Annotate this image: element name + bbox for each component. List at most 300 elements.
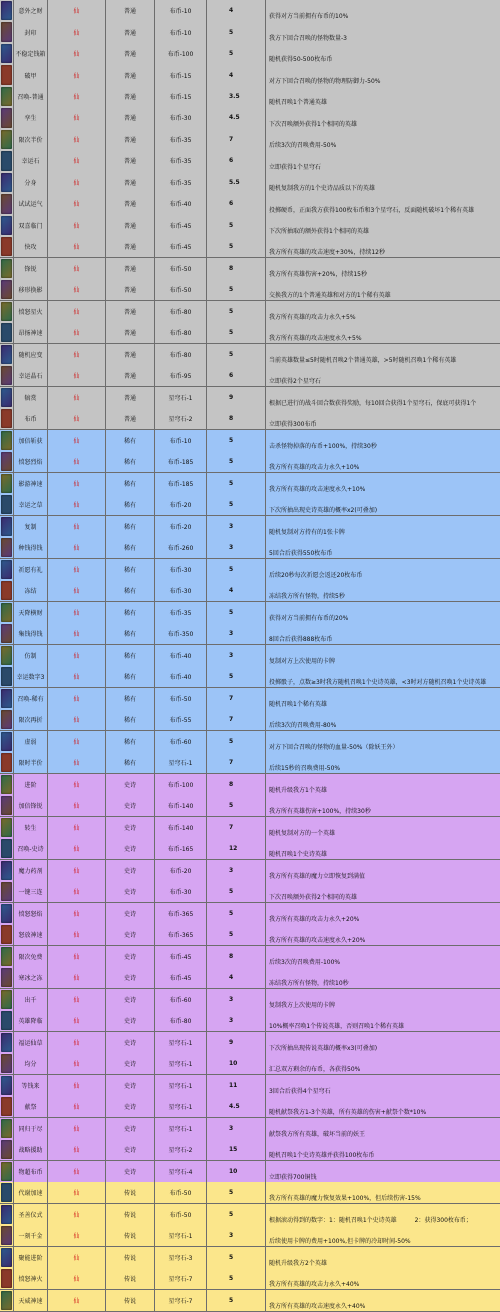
card-value: 15	[207, 1139, 266, 1160]
card-value: 5	[207, 215, 266, 236]
card-faction: 仙	[48, 516, 106, 537]
card-description: 当前英雄数量≤5时随机召唤2个普通英雄，>5时随机召唤1个稀有英雄	[269, 356, 457, 364]
card-value: 5	[207, 666, 266, 687]
card-description: 后续3次的召唤费用-50%	[269, 142, 337, 150]
card-value: 5	[207, 344, 266, 365]
card-art-icon	[1, 882, 12, 901]
card-description: 立即获得300布币	[269, 421, 317, 429]
card-description: 下次所抽出现传说英雄的概率x3(可叠加)	[269, 1044, 378, 1052]
card-rarity: 普通	[106, 86, 155, 107]
card-icon-cell	[0, 322, 14, 343]
card-name: 孪生	[14, 107, 48, 128]
card-description: 随机复制我方的1个史诗品质以下的英雄	[269, 185, 375, 192]
card-rarity: 传说	[106, 1225, 155, 1246]
card-faction: 仙	[48, 1010, 106, 1031]
card-art-icon	[1, 1, 12, 20]
card-art-icon	[1, 65, 12, 84]
table-row	[0, 1247, 500, 1269]
card-cost: 布币-100	[155, 774, 207, 795]
card-rarity: 史诗	[106, 1010, 155, 1031]
card-value: 8	[207, 408, 266, 429]
card-name: 战略援助	[14, 1139, 48, 1160]
card-cost: 星穹石-1	[155, 1096, 207, 1117]
card-icon-cell	[0, 1268, 14, 1289]
card-name: 移形换影	[14, 279, 48, 300]
card-art-icon	[1, 925, 12, 944]
card-faction: 仙	[48, 193, 106, 214]
card-faction: 仙	[48, 0, 106, 21]
card-cost: 星穹石-1	[155, 387, 207, 408]
card-faction: 仙	[48, 1247, 106, 1268]
card-name: 幸运数字3	[14, 666, 48, 687]
card-art-icon	[1, 1291, 12, 1310]
card-value: 3	[207, 1225, 266, 1246]
card-cost: 布币-80	[155, 322, 207, 343]
card-icon-cell	[0, 172, 14, 193]
card-icon-cell	[0, 795, 14, 816]
card-description: 献祭我方所有英雄，破坏当前的妖王	[269, 1130, 366, 1138]
card-art-icon	[1, 259, 12, 278]
card-faction: 仙	[48, 881, 106, 902]
table-row	[0, 688, 500, 710]
card-name: 召唤-稀有	[14, 688, 48, 709]
card-rarity: 普通	[106, 236, 155, 257]
card-art-icon	[1, 796, 12, 815]
card-name: 进阶	[14, 774, 48, 795]
card-art-icon	[1, 237, 12, 256]
card-cost: 布币-40	[155, 666, 207, 687]
table-row	[0, 1182, 500, 1204]
card-faction: 仙	[48, 817, 106, 838]
card-faction: 仙	[48, 1225, 106, 1246]
card-rarity: 史诗	[106, 1118, 155, 1139]
card-description: 获得对方当前拥有布币的20%	[269, 614, 349, 622]
card-icon-cell	[0, 301, 14, 322]
card-icon-cell	[0, 731, 14, 752]
card-rarity: 史诗	[106, 1032, 155, 1053]
card-faction: 仙	[48, 64, 106, 85]
card-value: 5	[207, 795, 266, 816]
card-cost: 布币-365	[155, 924, 207, 945]
table-row	[0, 1010, 500, 1032]
card-value: 7	[207, 688, 266, 709]
card-art-icon	[1, 990, 12, 1009]
card-value: 5	[207, 1247, 266, 1268]
card-name: 幸运晶石	[14, 365, 48, 386]
card-value: 3	[207, 537, 266, 558]
table-row	[0, 752, 500, 774]
card-cost: 星穹石-1	[155, 1118, 207, 1139]
card-description: 冻结我方所有怪物，持续10秒	[269, 980, 349, 988]
table-row	[0, 1139, 500, 1161]
card-faction: 仙	[48, 946, 106, 967]
card-name: 物超布币	[14, 1161, 48, 1182]
card-icon-cell	[0, 516, 14, 537]
card-description: 我方所有英雄的魔力恢复效果+100%，但后续伤害-15%	[269, 1195, 421, 1203]
table-row	[0, 43, 500, 65]
card-icon-cell	[0, 473, 14, 494]
table-row	[0, 387, 500, 409]
card-art-icon	[1, 1076, 12, 1095]
card-icon-cell	[0, 580, 14, 601]
card-cost: 星穹石-1	[155, 1225, 207, 1246]
card-description: 5回合后获得550枚布币	[269, 550, 333, 558]
card-name: 均分	[14, 1053, 48, 1074]
card-faction: 仙	[48, 1139, 106, 1160]
card-cost: 布币-45	[155, 967, 207, 988]
card-icon-cell	[0, 946, 14, 967]
card-name: 聚能进阶	[14, 1247, 48, 1268]
card-rarity: 史诗	[106, 946, 155, 967]
card-value: 3	[207, 1010, 266, 1031]
card-art-icon	[1, 775, 12, 794]
card-art-icon	[1, 280, 12, 299]
table-row	[0, 817, 500, 839]
card-faction: 仙	[48, 236, 106, 257]
card-cost: 星穹石-7	[155, 1268, 207, 1289]
card-cost: 星穹石-4	[155, 1161, 207, 1182]
card-icon-cell	[0, 645, 14, 666]
card-rarity: 普通	[106, 301, 155, 322]
card-name: 代谢加速	[14, 1182, 48, 1203]
card-name: 限时半价	[14, 752, 48, 773]
card-rarity: 史诗	[106, 817, 155, 838]
card-cost: 布币-100	[155, 43, 207, 64]
card-icon-cell	[0, 602, 14, 623]
table-row	[0, 365, 500, 387]
card-art-icon	[1, 624, 12, 643]
card-name: 随机应变	[14, 344, 48, 365]
card-rarity: 稀有	[106, 580, 155, 601]
card-icon-cell	[0, 860, 14, 881]
card-description: 下次所抽出现史诗英雄的概率x2(可叠加)	[269, 507, 378, 515]
card-rarity: 普通	[106, 0, 155, 21]
card-icon-cell	[0, 666, 14, 687]
card-art-icon	[1, 1269, 12, 1288]
card-description: 我方所有英雄的攻击速度永久+10%	[269, 485, 366, 493]
card-rarity: 传说	[106, 1182, 155, 1203]
card-value: 9	[207, 387, 266, 408]
card-cost: 布币-165	[155, 838, 207, 859]
card-faction: 仙	[48, 989, 106, 1010]
card-icon-cell	[0, 1247, 14, 1268]
card-faction: 仙	[48, 21, 106, 42]
card-faction: 仙	[48, 408, 106, 429]
card-faction: 仙	[48, 1204, 106, 1225]
card-rarity: 普通	[106, 107, 155, 128]
card-description: 随机召唤1个稀有英雄	[269, 700, 327, 708]
card-icon-cell	[0, 1204, 14, 1225]
card-art-icon	[1, 1205, 12, 1224]
card-cost: 布币-80	[155, 1010, 207, 1031]
table-row	[0, 0, 500, 22]
table-row	[0, 193, 500, 215]
card-faction: 仙	[48, 1032, 106, 1053]
card-faction: 仙	[48, 451, 106, 472]
card-art-icon	[1, 452, 12, 471]
card-cost: 布币-350	[155, 623, 207, 644]
card-icon-cell	[0, 451, 14, 472]
table-row	[0, 580, 500, 602]
table-row	[0, 86, 500, 108]
card-value: 6	[207, 365, 266, 386]
card-icon-cell	[0, 430, 14, 451]
card-faction: 仙	[48, 774, 106, 795]
card-faction: 仙	[48, 1075, 106, 1096]
card-name: 魔力药剂	[14, 860, 48, 881]
card-rarity: 史诗	[106, 774, 155, 795]
card-faction: 仙	[48, 86, 106, 107]
card-rarity: 稀有	[106, 430, 155, 451]
card-faction: 仙	[48, 129, 106, 150]
card-art-icon	[1, 646, 12, 665]
card-art-icon	[1, 216, 12, 235]
table-row	[0, 1161, 500, 1183]
card-value: 5	[207, 1182, 266, 1203]
card-rarity: 普通	[106, 344, 155, 365]
card-faction: 仙	[48, 860, 106, 881]
card-rarity: 稀有	[106, 666, 155, 687]
table-row	[0, 344, 500, 366]
card-rarity: 史诗	[106, 924, 155, 945]
card-art-icon	[1, 581, 12, 600]
card-value: 4	[207, 0, 266, 21]
card-cost: 布币-50	[155, 688, 207, 709]
card-art-icon	[1, 904, 12, 923]
card-rarity: 稀有	[106, 473, 155, 494]
card-value: 5	[207, 21, 266, 42]
table-row	[0, 258, 500, 280]
card-description: 我方所有英雄伤害+100%，持续30秒	[269, 808, 371, 816]
card-rarity: 史诗	[106, 1075, 155, 1096]
table-row	[0, 559, 500, 581]
card-name: 怒放神速	[14, 924, 48, 945]
card-value: 5	[207, 1268, 266, 1289]
card-rarity: 稀有	[106, 516, 155, 537]
card-art-icon	[1, 861, 12, 880]
card-art-icon	[1, 1097, 12, 1116]
card-value: 8	[207, 946, 266, 967]
card-value: 10	[207, 1161, 266, 1182]
table-row	[0, 322, 500, 344]
card-art-icon	[1, 1183, 12, 1202]
card-cost: 布币-50	[155, 1204, 207, 1225]
table-row	[0, 1032, 500, 1054]
card-name: 虚弱	[14, 731, 48, 752]
card-art-icon	[1, 710, 12, 729]
card-art-icon	[1, 302, 12, 321]
card-description: 随机召唤1个史诗英雄并获得100枚布币	[269, 1152, 375, 1160]
card-name: 锋锐	[14, 258, 48, 279]
card-art-icon	[1, 839, 12, 858]
card-name: 分身	[14, 172, 48, 193]
card-art-icon	[1, 1054, 12, 1073]
card-cost: 布币-30	[155, 559, 207, 580]
card-value: 4.5	[207, 1096, 266, 1117]
table-row	[0, 989, 500, 1011]
card-name: 种钱得钱	[14, 537, 48, 558]
card-cost: 布币-185	[155, 451, 207, 472]
card-icon-cell	[0, 623, 14, 644]
table-row	[0, 64, 500, 86]
table-row	[0, 709, 500, 731]
card-description: 后续3次的召唤费用-100%	[269, 958, 341, 966]
card-cost: 布币-40	[155, 645, 207, 666]
card-art-icon	[1, 366, 12, 385]
table-row	[0, 516, 500, 538]
card-name: 双喜临门	[14, 215, 48, 236]
card-name: 英雄降临	[14, 1010, 48, 1031]
table-row	[0, 172, 500, 194]
card-art-icon	[1, 173, 12, 192]
card-rarity: 稀有	[106, 752, 155, 773]
card-cost: 布币-60	[155, 731, 207, 752]
card-faction: 仙	[48, 795, 106, 816]
table-row	[0, 774, 500, 796]
card-name: 天威神速	[14, 1290, 48, 1311]
card-value: 5	[207, 236, 266, 257]
card-rarity: 史诗	[106, 1161, 155, 1182]
card-description: 我方所有英雄的攻击力永久+40%	[269, 1281, 360, 1289]
card-description: 随机获得50-500枚布币	[269, 56, 333, 64]
card-name: 限次再折	[14, 709, 48, 730]
card-description: 立即获得700铜钱	[269, 1173, 317, 1181]
card-rarity: 普通	[106, 279, 155, 300]
card-cost: 布币-35	[155, 129, 207, 150]
card-icon-cell	[0, 193, 14, 214]
card-rarity: 稀有	[106, 645, 155, 666]
card-art-icon	[1, 517, 12, 536]
card-icon-cell	[0, 817, 14, 838]
card-rarity: 传说	[106, 1247, 155, 1268]
card-name: 召唤-史诗	[14, 838, 48, 859]
card-faction: 仙	[48, 1290, 106, 1311]
card-description: 我方所有英雄的攻击速度永久+20%	[269, 937, 366, 945]
card-faction: 仙	[48, 580, 106, 601]
table-row	[0, 408, 500, 430]
card-icon-cell	[0, 86, 14, 107]
card-value: 5	[207, 559, 266, 580]
card-art-icon	[1, 947, 12, 966]
card-rarity: 稀有	[106, 602, 155, 623]
card-faction: 仙	[48, 322, 106, 343]
card-icon-cell	[0, 129, 14, 150]
card-icon-cell	[0, 365, 14, 386]
card-name: 愤怒烈焰	[14, 451, 48, 472]
card-rarity: 史诗	[106, 903, 155, 924]
card-name: 犒赏	[14, 387, 48, 408]
card-value: 7	[207, 752, 266, 773]
card-icon-cell	[0, 774, 14, 795]
card-cost: 布币-40	[155, 193, 207, 214]
card-cost: 布币-50	[155, 258, 207, 279]
card-value: 3	[207, 623, 266, 644]
card-name: 昂扬神速	[14, 322, 48, 343]
card-faction: 仙	[48, 602, 106, 623]
table-row	[0, 1053, 500, 1075]
card-cost: 布币-20	[155, 860, 207, 881]
card-description: 投掷硬币，正面我方获得100枚布币和3个星穹石，反面随机破坏1个稀有英雄	[269, 206, 475, 214]
card-value: 5	[207, 1290, 266, 1311]
card-description: 汇总双方剩余的布币，各获得50%	[269, 1066, 361, 1074]
card-art-icon	[1, 538, 12, 557]
card-rarity: 传说	[106, 1204, 155, 1225]
card-faction: 仙	[48, 731, 106, 752]
card-art-icon	[1, 151, 12, 170]
table-row	[0, 236, 500, 258]
card-name: 不稳定钱箱	[14, 43, 48, 64]
card-description: 复制我方上次使用的卡牌	[269, 1001, 336, 1009]
card-cost: 布币-60	[155, 989, 207, 1010]
card-art-icon	[1, 968, 12, 987]
card-rarity: 普通	[106, 193, 155, 214]
card-icon-cell	[0, 1182, 14, 1203]
card-description: 我方所有英雄的魔力立即恢复到满值	[269, 872, 366, 880]
card-name: 限次免费	[14, 946, 48, 967]
card-name: 同归于尽	[14, 1118, 48, 1139]
card-art-icon	[1, 818, 12, 837]
card-icon-cell	[0, 989, 14, 1010]
card-rarity: 传说	[106, 1268, 155, 1289]
card-icon-cell	[0, 559, 14, 580]
card-faction: 仙	[48, 752, 106, 773]
card-art-icon	[1, 130, 12, 149]
card-value: 5	[207, 322, 266, 343]
card-description: 对方下回合召唤的怪物的血量-50%（除妖王外）	[269, 743, 399, 751]
card-value: 4	[207, 967, 266, 988]
card-description: 随机升级我方2个英雄	[269, 1259, 327, 1267]
card-art-icon	[1, 474, 12, 493]
table-row	[0, 924, 500, 946]
card-description: 随机献祭我方1-3个英雄，所有英雄的伤害+献祭个数*10%	[269, 1109, 427, 1117]
card-icon-cell	[0, 709, 14, 730]
table-row	[0, 129, 500, 151]
table-row	[0, 150, 500, 172]
card-cost: 布币-80	[155, 344, 207, 365]
card-cost: 布币-35	[155, 602, 207, 623]
card-art-icon	[1, 194, 12, 213]
table-row	[0, 1118, 500, 1140]
card-name: 加倍斩获	[14, 430, 48, 451]
card-value: 9	[207, 1032, 266, 1053]
card-faction: 仙	[48, 537, 106, 558]
card-description: 后续20秒每次祈愿会返还20枚布币	[269, 571, 363, 579]
card-name: 影游神速	[14, 473, 48, 494]
table-row	[0, 946, 500, 968]
card-faction: 仙	[48, 258, 106, 279]
card-description: 根据已进行的战斗回合数获得奖励，每10回合获得1个星穹石，保底可获得1个	[269, 399, 477, 407]
table-row	[0, 473, 500, 495]
card-icon-cell	[0, 1118, 14, 1139]
card-name: 复制	[14, 516, 48, 537]
card-description: 随机召唤1个史诗英雄	[269, 851, 327, 859]
card-cost: 布币-50	[155, 279, 207, 300]
card-faction: 仙	[48, 301, 106, 322]
card-value: 5	[207, 451, 266, 472]
card-cost: 布币-35	[155, 150, 207, 171]
card-value: 6	[207, 193, 266, 214]
card-icon-cell	[0, 150, 14, 171]
card-value: 4.5	[207, 107, 266, 128]
card-art-icon	[1, 667, 12, 686]
card-description: 我方所有英雄的攻击速度+30%，持续12秒	[269, 249, 385, 257]
card-rarity: 史诗	[106, 1139, 155, 1160]
card-faction: 仙	[48, 473, 106, 494]
card-rarity: 普通	[106, 258, 155, 279]
card-cost: 布币-35	[155, 172, 207, 193]
card-faction: 仙	[48, 903, 106, 924]
card-description: 随机升级我方1个英雄	[269, 786, 327, 794]
